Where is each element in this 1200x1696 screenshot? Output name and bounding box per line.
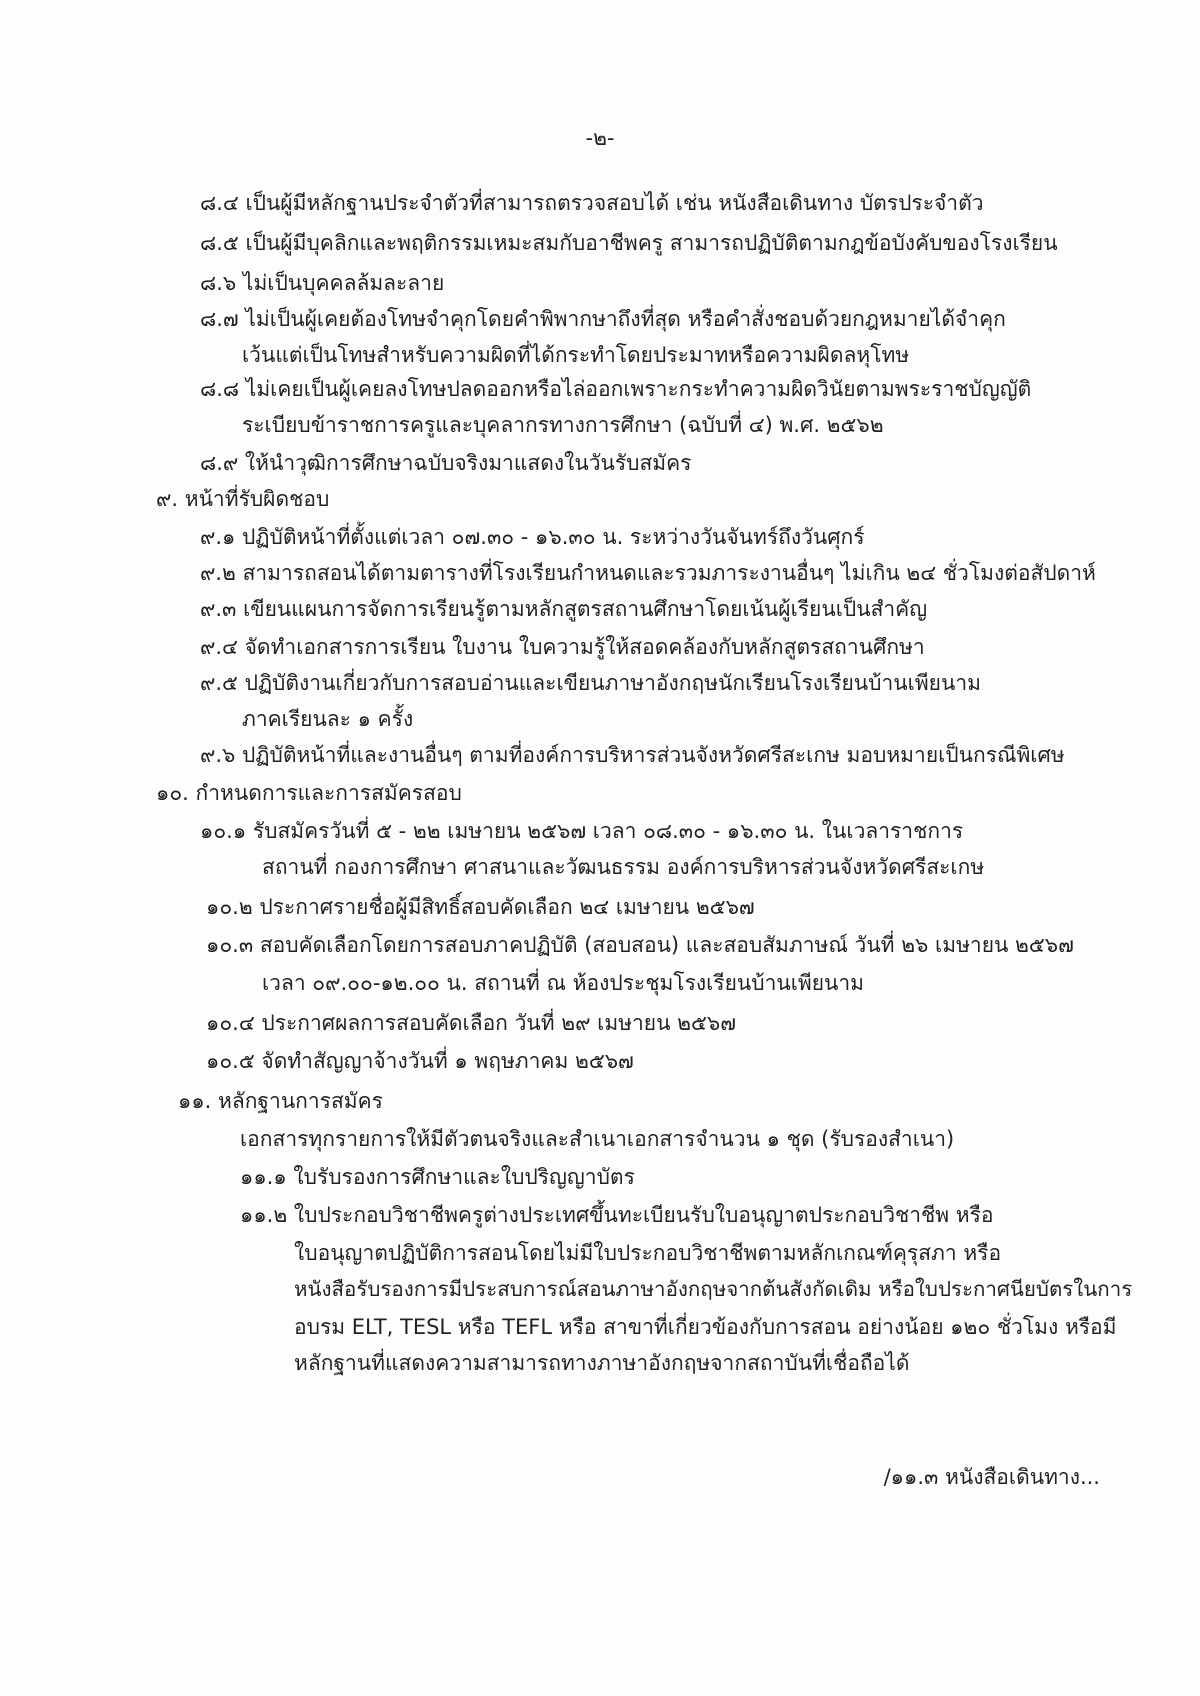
item-8-9: ๘.๙ ให้นำวุฒิการศึกษาฉบับจริงมาแสดงในวันรับสมัคร bbox=[200, 451, 692, 475]
item-8-5: ๘.๕ เป็นผู้มีบุคลิกและพฤติกรรมเหมะสมกับอาชีพครู สามารถปฏิบัติตามกฎข้อบังคับของโรงเรียน bbox=[200, 231, 1058, 255]
item-10-3-cont: เวลา ๐๙.๐๐-๑๒.๐๐ น. สถานที่ ณ ห้องประชุมโรงเรียนบ้านเพียนาม bbox=[262, 971, 865, 995]
item-9-5-cont: ภาคเรียนละ ๑ ครั้ง bbox=[242, 707, 414, 731]
item-11-2-cont-1: ใบอนุญาตปฏิบัติการสอนโดยไม่มีใบประกอบวิชาชีพตามหลักเกณฑ์คุรุสภา หรือ bbox=[294, 1241, 1002, 1265]
continuation-note: /๑๑.๓ หนังสือเดินทาง... bbox=[883, 1465, 1100, 1489]
item-8-7: ๘.๗ ไม่เป็นผู้เคยต้องโทษจำคุกโดยคำพิพากษาถึงที่สุด หรือคำสั่งชอบด้วยกฎหมายได้จำคุก bbox=[200, 307, 1006, 331]
item-10-5: ๑๐.๕ จัดทำสัญญาจ้างวันที่ ๑ พฤษภาคม ๒๕๖๗ bbox=[206, 1049, 634, 1073]
section-10-heading: ๑๐. กำหนดการและการสมัครสอบ bbox=[156, 781, 462, 805]
item-9-3: ๙.๓ เขียนแผนการจัดการเรียนรู้ตามหลักสูตรสถานศึกษาโดยเน้นผู้เรียนเป็นสำคัญ bbox=[200, 597, 928, 621]
item-10-2: ๑๐.๒ ประกาศรายชื่อผู้มีสิทธิ์สอบคัดเลือก ๒๔ เมษายน ๒๕๖๗ bbox=[206, 895, 755, 919]
item-10-1-cont: สถานที่ กองการศึกษา ศาสนาและวัฒนธรรม องค์การบริหารส่วนจังหวัดศรีสะเกษ bbox=[262, 855, 985, 879]
item-8-6: ๘.๖ ไม่เป็นบุคคลล้มละลาย bbox=[200, 271, 445, 295]
item-8-4: ๘.๔ เป็นผู้มีหลักฐานประจำตัวที่สามารถตรวจสอบได้ เช่น หนังสือเดินทาง บัตรประจำตัว bbox=[200, 191, 984, 215]
section-9-heading: ๙. หน้าที่รับผิดชอบ bbox=[156, 487, 330, 511]
item-8-7-cont: เว้นแต่เป็นโทษสำหรับความผิดที่ได้กระทำโดยประมาทหรือความผิดลหุโทษ bbox=[242, 343, 910, 367]
item-10-4: ๑๐.๔ ประกาศผลการสอบคัดเลือก วันที่ ๒๙ เมษายน ๒๕๖๗ bbox=[206, 1011, 736, 1035]
item-10-3: ๑๐.๓ สอบคัดเลือกโดยการสอบภาคปฏิบัติ (สอบสอน) และสอบสัมภาษณ์ วันที่ ๒๖ เมษายน ๒๕๖๗ bbox=[206, 933, 1074, 957]
item-9-4: ๙.๔ จัดทำเอกสารการเรียน ใบงาน ใบความรู้ให้สอดคล้องกับหลักสูตรสถานศึกษา bbox=[200, 635, 925, 659]
item-8-8-cont: ระเบียบข้าราชการครูและบุคลากรทางการศึกษา (ฉบับที่ ๔) พ.ศ. ๒๕๖๒ bbox=[242, 413, 884, 437]
item-9-2: ๙.๒ สามารถสอนได้ตามตารางที่โรงเรียนกำหนดและรวมภาระงานอื่นๆ ไม่เกิน ๒๔ ชั่วโมงต่อสัปดาห์ bbox=[200, 561, 1096, 585]
item-10-1: ๑๐.๑ รับสมัครวันที่ ๕ - ๒๒ เมษายน ๒๕๖๗ เวลา ๐๘.๓๐ - ๑๖.๓๐ น. ในเวลาราชการ bbox=[200, 819, 964, 843]
item-8-8: ๘.๘ ไม่เคยเป็นผู้เคยลงโทษปลดออกหรือไล่ออกเพราะกระทำความผิดวินัยตามพระราชบัญญัติ bbox=[200, 377, 1032, 401]
item-11-2: ๑๑.๒ ใบประกอบวิชาชีพครูต่างประเทศขึ้นทะเบียนรับใบอนุญาตประกอบวิชาชีพ หรือ bbox=[240, 1203, 994, 1227]
section-11-intro: เอกสารทุกรายการให้มีตัวตนจริงและสำเนาเอกสารจำนวน ๑ ชุด (รับรองสำเนา) bbox=[240, 1127, 955, 1151]
item-11-2-cont-4: หลักฐานที่แสดงความสามารถทางภาษาอังกฤษจากสถาบันที่เชื่อถือได้ bbox=[294, 1351, 910, 1375]
item-11-2-cont-2: หนังสือรับรองการมีประสบการณ์สอนภาษาอังกฤษจากต้นสังกัดเดิม หรือใบประกาศนียบัตรในการ bbox=[294, 1277, 1133, 1301]
item-9-1: ๙.๑ ปฏิบัติหน้าที่ตั้งแต่เวลา ๐๗.๓๐ - ๑๖.๓๐ น. ระหว่างวันจันทร์ถึงวันศุกร์ bbox=[200, 525, 865, 549]
item-11-1: ๑๑.๑ ใบรับรองการศึกษาและใบปริญญาบัตร bbox=[240, 1165, 635, 1189]
section-11-heading: ๑๑. หลักฐานการสมัคร bbox=[178, 1089, 383, 1113]
item-9-5: ๙.๕ ปฏิบัติงานเกี่ยวกับการสอบอ่านและเขียนภาษาอังกฤษนักเรียนโรงเรียนบ้านเพียนาม bbox=[200, 671, 981, 695]
item-9-6: ๙.๖ ปฏิบัติหน้าที่และงานอื่นๆ ตามที่องค์การบริหารส่วนจังหวัดศรีสะเกษ มอบหมายเป็นกรณีพิเศษ bbox=[200, 743, 1065, 767]
page-number: -๒- bbox=[585, 126, 615, 150]
item-11-2-cont-3: อบรม ELT, TESL หรือ TEFL หรือ สาขาที่เกี่ยวข้องกับการสอน อย่างน้อย ๑๒๐ ชั่วโมง หรือมี bbox=[294, 1315, 1117, 1339]
